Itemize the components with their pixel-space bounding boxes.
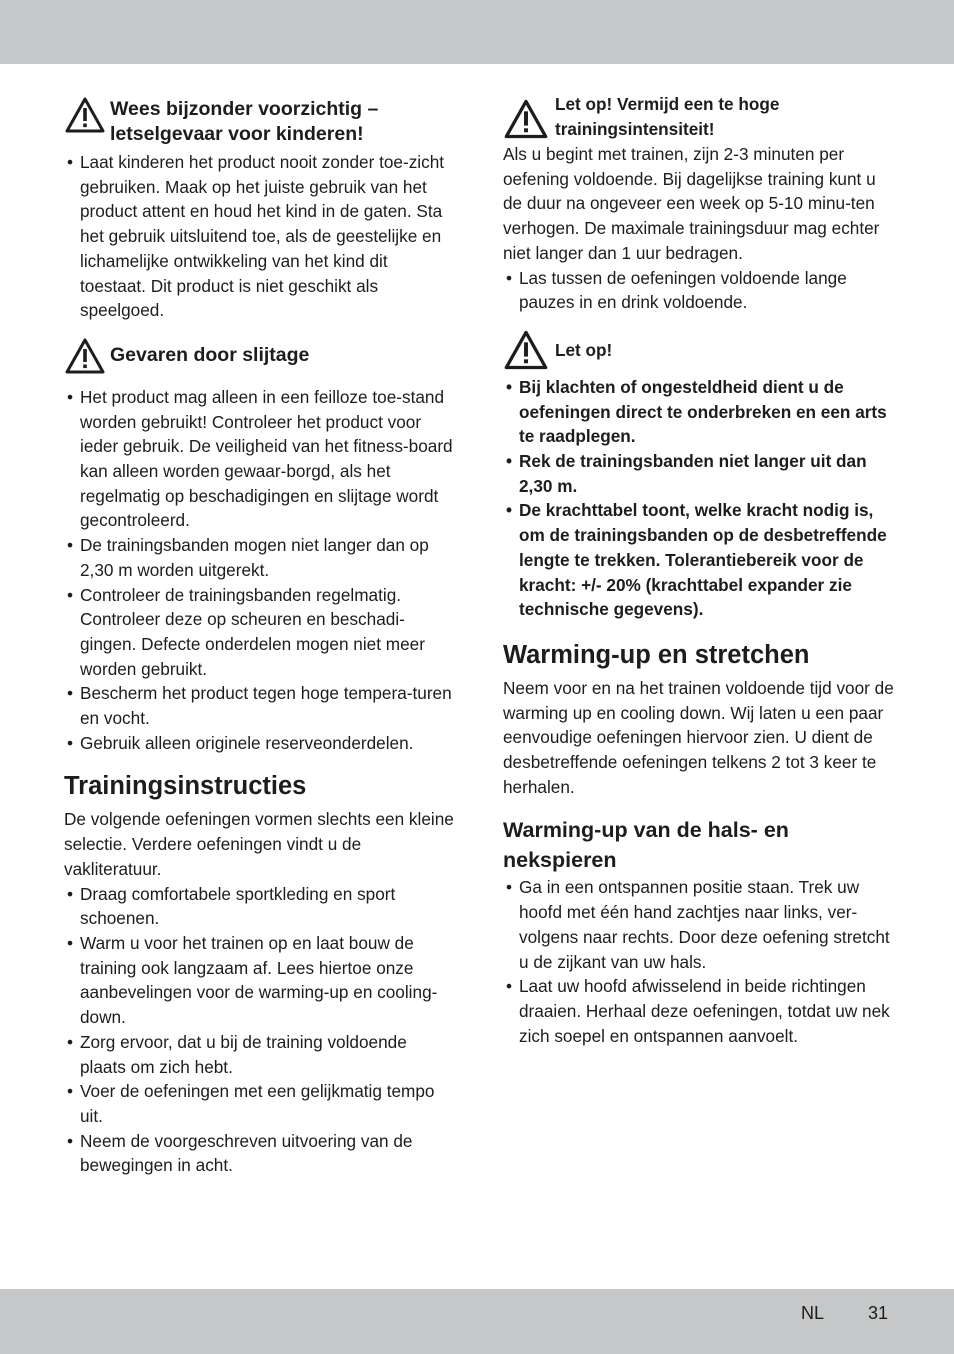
warning-intensity bbox=[503, 92, 895, 142]
list-item: • Warm u voor het trainen op en laat bouw de training ook langzaam af. Lees hiertoe onze aanbevelingen voor de warming-up en cooling-down. bbox=[64, 931, 456, 1030]
list-item: • Ga in een ontspannen positie staan. Trek uw hoofd met één hand zachtjes naar links, ver-volgens naar rechts. Door deze oefening stretcht u de zijkant van uw hals. bbox=[503, 875, 895, 974]
list-item: • Rek de trainingsbanden niet langer uit dan 2,30 m. bbox=[503, 449, 895, 498]
paragraph: De volgende oefeningen vormen slechts een kleine selectie. Verdere oefeningen vindt u de vakliteratuur. bbox=[64, 809, 454, 879]
list-item: • De krachttabel toont, welke kracht nodig is, om de trainingsbanden op de desbetreffende lengte te trekken. Tolerantiebereik voor de kracht: +/- 20% (krachttabel expander zie technische gegevens). bbox=[503, 498, 895, 622]
paragraph: Neem voor en na het trainen voldoende tijd voor de warming up en cooling down. Wij laten u een paar eenvoudige oefeningen hiervoor zien. U dient de desbetreffende oefeningen telkens 2 tot 3 keer te herhalen. bbox=[503, 677, 894, 797]
footer-language: NL bbox=[801, 1303, 825, 1323]
page-number: 31 bbox=[868, 1303, 889, 1323]
warning-children bbox=[64, 92, 456, 147]
warning-triangle-icon bbox=[503, 98, 549, 140]
list-item: • Voer de oefeningen met een gelijkmatig tempo uit. bbox=[64, 1079, 456, 1128]
list-item: • Bescherm het product tegen hoge tempera-turen en vocht. bbox=[64, 681, 456, 730]
bullet-list bbox=[64, 150, 456, 323]
section-heading: Trainingsinstructies bbox=[64, 772, 307, 801]
bullet-list bbox=[503, 266, 895, 315]
warning-wear bbox=[64, 337, 456, 375]
subsection-heading: Warming-up van de hals- en nekspieren bbox=[503, 818, 789, 873]
bullet-list bbox=[64, 882, 456, 1178]
right-column bbox=[503, 92, 895, 1048]
list-item: • Gebruik alleen originele reserveonderdelen. bbox=[64, 731, 456, 756]
list-item: • Laat kinderen het product nooit zonder toe-zicht gebruiken. Maak op het juiste gebruik van het product attent en houd het kind in de gaten. Sta het gebruik uitsluitend toe, als de geestelijke en lichamelijke ontwikkeling van het kind dit toestaat. Dit product is niet geschikt als speelgoed. bbox=[64, 150, 456, 323]
header-band bbox=[0, 0, 954, 64]
warning-title: Gevaren door slijtage bbox=[110, 343, 310, 366]
warning-title: Let op! bbox=[555, 339, 613, 360]
section-heading: Warming-up en stretchen bbox=[503, 640, 810, 669]
warning-triangle-icon bbox=[503, 329, 549, 371]
warning-attention bbox=[503, 329, 895, 371]
list-item: • Zorg ervoor, dat u bij de training voldoende plaats om zich hebt. bbox=[64, 1030, 456, 1079]
list-item: • Bij klachten of ongesteldheid dient u de oefeningen direct te onderbreken en een arts te raadplegen. bbox=[503, 375, 895, 449]
list-item: • Controleer de trainingsbanden regelmatig. Controleer deze op scheuren en beschadi-gingen. Defecte onderdelen mogen niet meer worden gebruikt. bbox=[64, 583, 456, 682]
warning-title: Let op! Vermijd een te hoge trainingsintensiteit! bbox=[555, 94, 780, 139]
bullet-list bbox=[503, 375, 895, 622]
warning-title: Wees bijzonder voorzichtig – letselgevaar voor kinderen! bbox=[110, 98, 379, 145]
list-item: • De trainingsbanden mogen niet langer dan op 2,30 m worden uitgerekt. bbox=[64, 533, 456, 582]
bullet-list bbox=[64, 385, 456, 756]
warning-triangle-icon bbox=[64, 96, 106, 134]
list-item: • Neem de voorgeschreven uitvoering van de bewegingen in acht. bbox=[64, 1129, 456, 1178]
list-item: • Laat uw hoofd afwisselend in beide richtingen draaien. Herhaal deze oefeningen, totdat uw nek zich soepel en ontspannen aanvoelt. bbox=[503, 974, 895, 1048]
warning-triangle-icon bbox=[64, 337, 106, 375]
left-column bbox=[64, 92, 456, 1178]
paragraph: Als u begint met trainen, zijn 2-3 minuten per oefening voldoende. Bij dagelijkse training kunt u de duur na ongeveer een week op 5-10 minu-ten verhogen. De maximale trainingsduur mag echter niet langer dan 1 uur bedragen. bbox=[503, 144, 880, 263]
list-item: • Het product mag alleen in een feilloze toe-stand worden gebruikt! Controleer het product voor ieder gebruik. De veiligheid van het fitness-board kan alleen worden gewaar-borgd, als het regelmatig op beschadigingen en slijtage wordt gecontroleerd. bbox=[64, 385, 456, 533]
bullet-list bbox=[503, 875, 895, 1048]
list-item: • Draag comfortabele sportkleding en sport schoenen. bbox=[64, 882, 456, 931]
list-item: • Las tussen de oefeningen voldoende lange pauzes in en drink voldoende. bbox=[503, 266, 895, 315]
